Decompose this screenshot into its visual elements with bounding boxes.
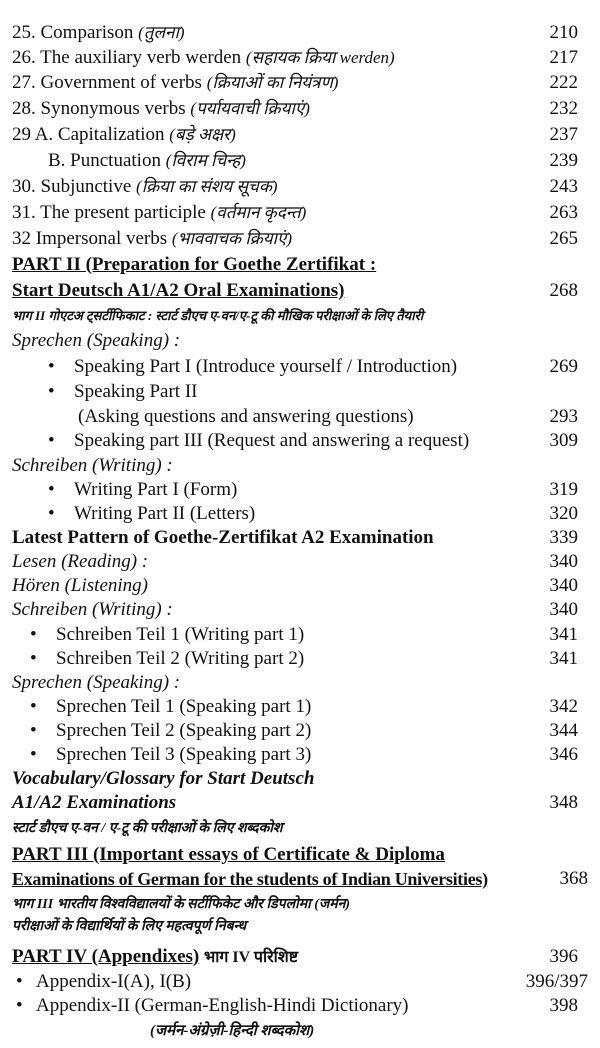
item-page: 320 [549, 503, 578, 524]
bullet-icon: • [30, 744, 37, 765]
list-item [0, 428, 600, 454]
item-text: Schreiben Teil 1 (Writing part 1) [56, 624, 305, 645]
bullet-icon: • [30, 624, 37, 645]
item-page: 342 [549, 696, 578, 717]
entry-number: 30. [12, 176, 41, 197]
horen-heading: Hören (Listening) [12, 575, 148, 596]
list-item [0, 718, 600, 744]
entry-page: 239 [549, 150, 578, 171]
entry-title: B. Punctuation [48, 150, 161, 171]
list-item [0, 354, 600, 380]
item-page: 309 [549, 430, 578, 451]
toc-entry [0, 45, 600, 71]
item-page: 346 [549, 744, 578, 765]
part2-title-line1: PART II (Preparation for Goethe Zertifikat : [12, 254, 377, 275]
part3-title-line1: PART III (Important essays of Certificate & Diploma [12, 844, 445, 865]
item-text: Sprechen Teil 1 (Speaking part 1) [56, 696, 312, 717]
section-heading [0, 597, 600, 623]
entry-title: Subjunctive [40, 176, 132, 197]
list-item [0, 742, 600, 768]
list-item [0, 694, 600, 720]
vocab-heading [0, 766, 600, 792]
item-page: 341 [549, 648, 578, 669]
list-item [0, 379, 600, 405]
entry-number: 32 [12, 228, 36, 249]
section-heading [0, 573, 600, 599]
part2-title-line2: Start Deutsch A1/A2 Oral Examinations) [12, 280, 345, 301]
entry-hindi: (विराम चिन्ह) [165, 151, 246, 170]
toc-entry [0, 96, 600, 122]
toc-entry [0, 148, 600, 174]
entry-page: 237 [549, 124, 578, 145]
entry-number: 26. [12, 47, 41, 68]
toc-entry [0, 122, 600, 148]
toc-entry [0, 226, 600, 252]
toc-entry [0, 70, 600, 96]
part3-hindi-line1: भाग III भारतीय विश्वविद्यालयों के सर्टीफिकेट और डिपलोमा (जर्मन) [12, 897, 351, 912]
part3-title-line2: Examinations of German for the students of Indian Universities) [12, 869, 488, 889]
horen-page: 340 [549, 575, 578, 596]
entry-page: 222 [549, 72, 578, 93]
section-heading [0, 670, 600, 696]
entry-title: Comparison [40, 22, 134, 43]
latest-page: 339 [549, 527, 578, 548]
list-item [0, 501, 600, 527]
entry-hindi: (वर्तमान कृदन्त) [210, 203, 307, 222]
item-text: Speaking Part I (Introduce yourself / Introduction) [74, 356, 458, 377]
part2-heading [0, 252, 600, 278]
section-heading [0, 328, 600, 354]
bullet-icon: • [30, 696, 37, 717]
entry-hindi: (तुलना) [138, 23, 185, 42]
item-page: 396/397 [525, 971, 588, 992]
part2-hindi: भाग II गोएटअ ट्सर्टीफिकाट : स्टार्ट डौएच ए-वन/ए-टू की मौखिक परीक्षाओं के लिए तैयारी [12, 308, 424, 323]
item-text: Appendix-I(A), I(B) [36, 971, 192, 992]
bullet-icon: • [16, 971, 23, 992]
part4-hindi: भाग IV परिशिष्ट [204, 949, 299, 966]
item-text: Sprechen Teil 3 (Speaking part 3) [56, 744, 312, 765]
schreiben2-heading: Schreiben (Writing) : [12, 599, 173, 620]
sprechen2-heading: Sprechen (Speaking) : [12, 672, 181, 693]
bullet-icon: • [48, 356, 55, 377]
entry-title: Impersonal verbs [35, 228, 168, 249]
part4-heading [0, 944, 600, 970]
lesen-heading: Lesen (Reading) : [12, 551, 149, 572]
bullet-icon: • [30, 648, 37, 669]
entry-title: A. Capitalization [34, 124, 165, 145]
part3-heading [0, 842, 600, 868]
entry-hindi: (क्रिया का संशय सूचक) [136, 177, 278, 196]
list-item [0, 969, 600, 995]
bullet-icon: • [48, 381, 55, 402]
bullet-icon: • [16, 995, 23, 1016]
bullet-icon: • [48, 479, 55, 500]
entry-hindi: (बड़े अक्षर) [169, 125, 236, 144]
toc-entry [0, 20, 600, 46]
part2-heading-cont [0, 278, 600, 304]
entry-number: 25. [12, 22, 41, 43]
entry-number: 31. [12, 202, 41, 223]
part3-page: 368 [559, 868, 588, 889]
entry-page: 217 [549, 47, 578, 68]
list-item [0, 646, 600, 672]
item-text: Sprechen Teil 2 (Speaking part 2) [56, 720, 312, 741]
vocab-title-line2: A1/A2 Examinations [12, 792, 177, 813]
entry-page: 265 [549, 228, 578, 249]
entry-hindi: (क्रियाओं का नियंत्रण) [206, 73, 339, 92]
vocab-hindi: स्टार्ट डौएच ए-वन / ए-टू की परीक्षाओं के लिए शब्दकोश [12, 821, 283, 836]
part4-page: 396 [549, 946, 578, 967]
entry-number: 27. [12, 72, 41, 93]
entry-title: Government of verbs [40, 72, 202, 93]
entry-page: 263 [549, 202, 578, 223]
entry-hindi: (सहायक क्रिया werden) [245, 48, 395, 67]
entry-hindi: (पर्यायवाची क्रियाएं) [190, 99, 310, 118]
latest-title: Latest Pattern of Goethe-Zertifikat A2 Examination [12, 527, 434, 548]
list-item [0, 622, 600, 648]
bullet-icon: • [30, 720, 37, 741]
entry-page: 210 [549, 22, 578, 43]
item-page: 398 [549, 995, 578, 1016]
bullet-icon: • [48, 430, 55, 451]
item-text: Writing Part I (Form) [74, 479, 238, 500]
list-item [0, 993, 600, 1019]
sprechen1-heading: Sprechen (Speaking) : [12, 330, 181, 351]
item-text: Appendix-II (German-English-Hindi Dictionary) [36, 995, 409, 1016]
toc-entry [0, 200, 600, 226]
lesen-page: 340 [549, 551, 578, 572]
vocab-page: 348 [549, 792, 578, 813]
section-heading [0, 549, 600, 575]
entry-title: The present participle [40, 202, 206, 223]
entry-title: The auxiliary verb werden [40, 47, 242, 68]
entry-number: 28. [12, 98, 41, 119]
entry-number: 29 [12, 124, 35, 145]
list-item [0, 477, 600, 503]
entry-page: 243 [549, 176, 578, 197]
schreiben2-page: 340 [549, 599, 578, 620]
item-page: 269 [549, 356, 578, 377]
entry-hindi: (भाववाचक क्रियाएं) [171, 229, 293, 248]
section-heading [0, 453, 600, 479]
item-page: 319 [549, 479, 578, 500]
part2-page: 268 [549, 280, 578, 301]
item-text: (Asking questions and answering questions) [78, 406, 414, 427]
item-page: 341 [549, 624, 578, 645]
item-page: 344 [549, 720, 578, 741]
item-text: Speaking part III (Request and answering a request) [74, 430, 470, 451]
toc-entry [0, 174, 600, 200]
part3-hindi-line2: परीक्षाओं के विद्यार्थियों के लिए महत्वपूर्ण निबन्ध [12, 919, 247, 934]
item-text: Writing Part II (Letters) [74, 503, 256, 524]
part4-title: PART IV (Appendixes) [12, 946, 200, 967]
item-page: 293 [549, 406, 578, 427]
part4-footnote: (जर्मन-अंग्रेज़ी-हिन्दी शब्दकोश) [150, 1023, 315, 1039]
part3-heading-cont [0, 866, 600, 892]
item-text: Speaking Part II [74, 381, 198, 402]
latest-pattern-heading [0, 525, 600, 551]
schreiben1-heading: Schreiben (Writing) : [12, 455, 173, 476]
item-text: Schreiben Teil 2 (Writing part 2) [56, 648, 305, 669]
entry-page: 232 [549, 98, 578, 119]
entry-title: Synonymous verbs [40, 98, 186, 119]
vocab-heading-cont [0, 790, 600, 816]
vocab-title-line1: Vocabulary/Glossary for Start Deutsch [12, 768, 315, 789]
bullet-icon: • [48, 503, 55, 524]
list-item-cont [0, 404, 600, 430]
